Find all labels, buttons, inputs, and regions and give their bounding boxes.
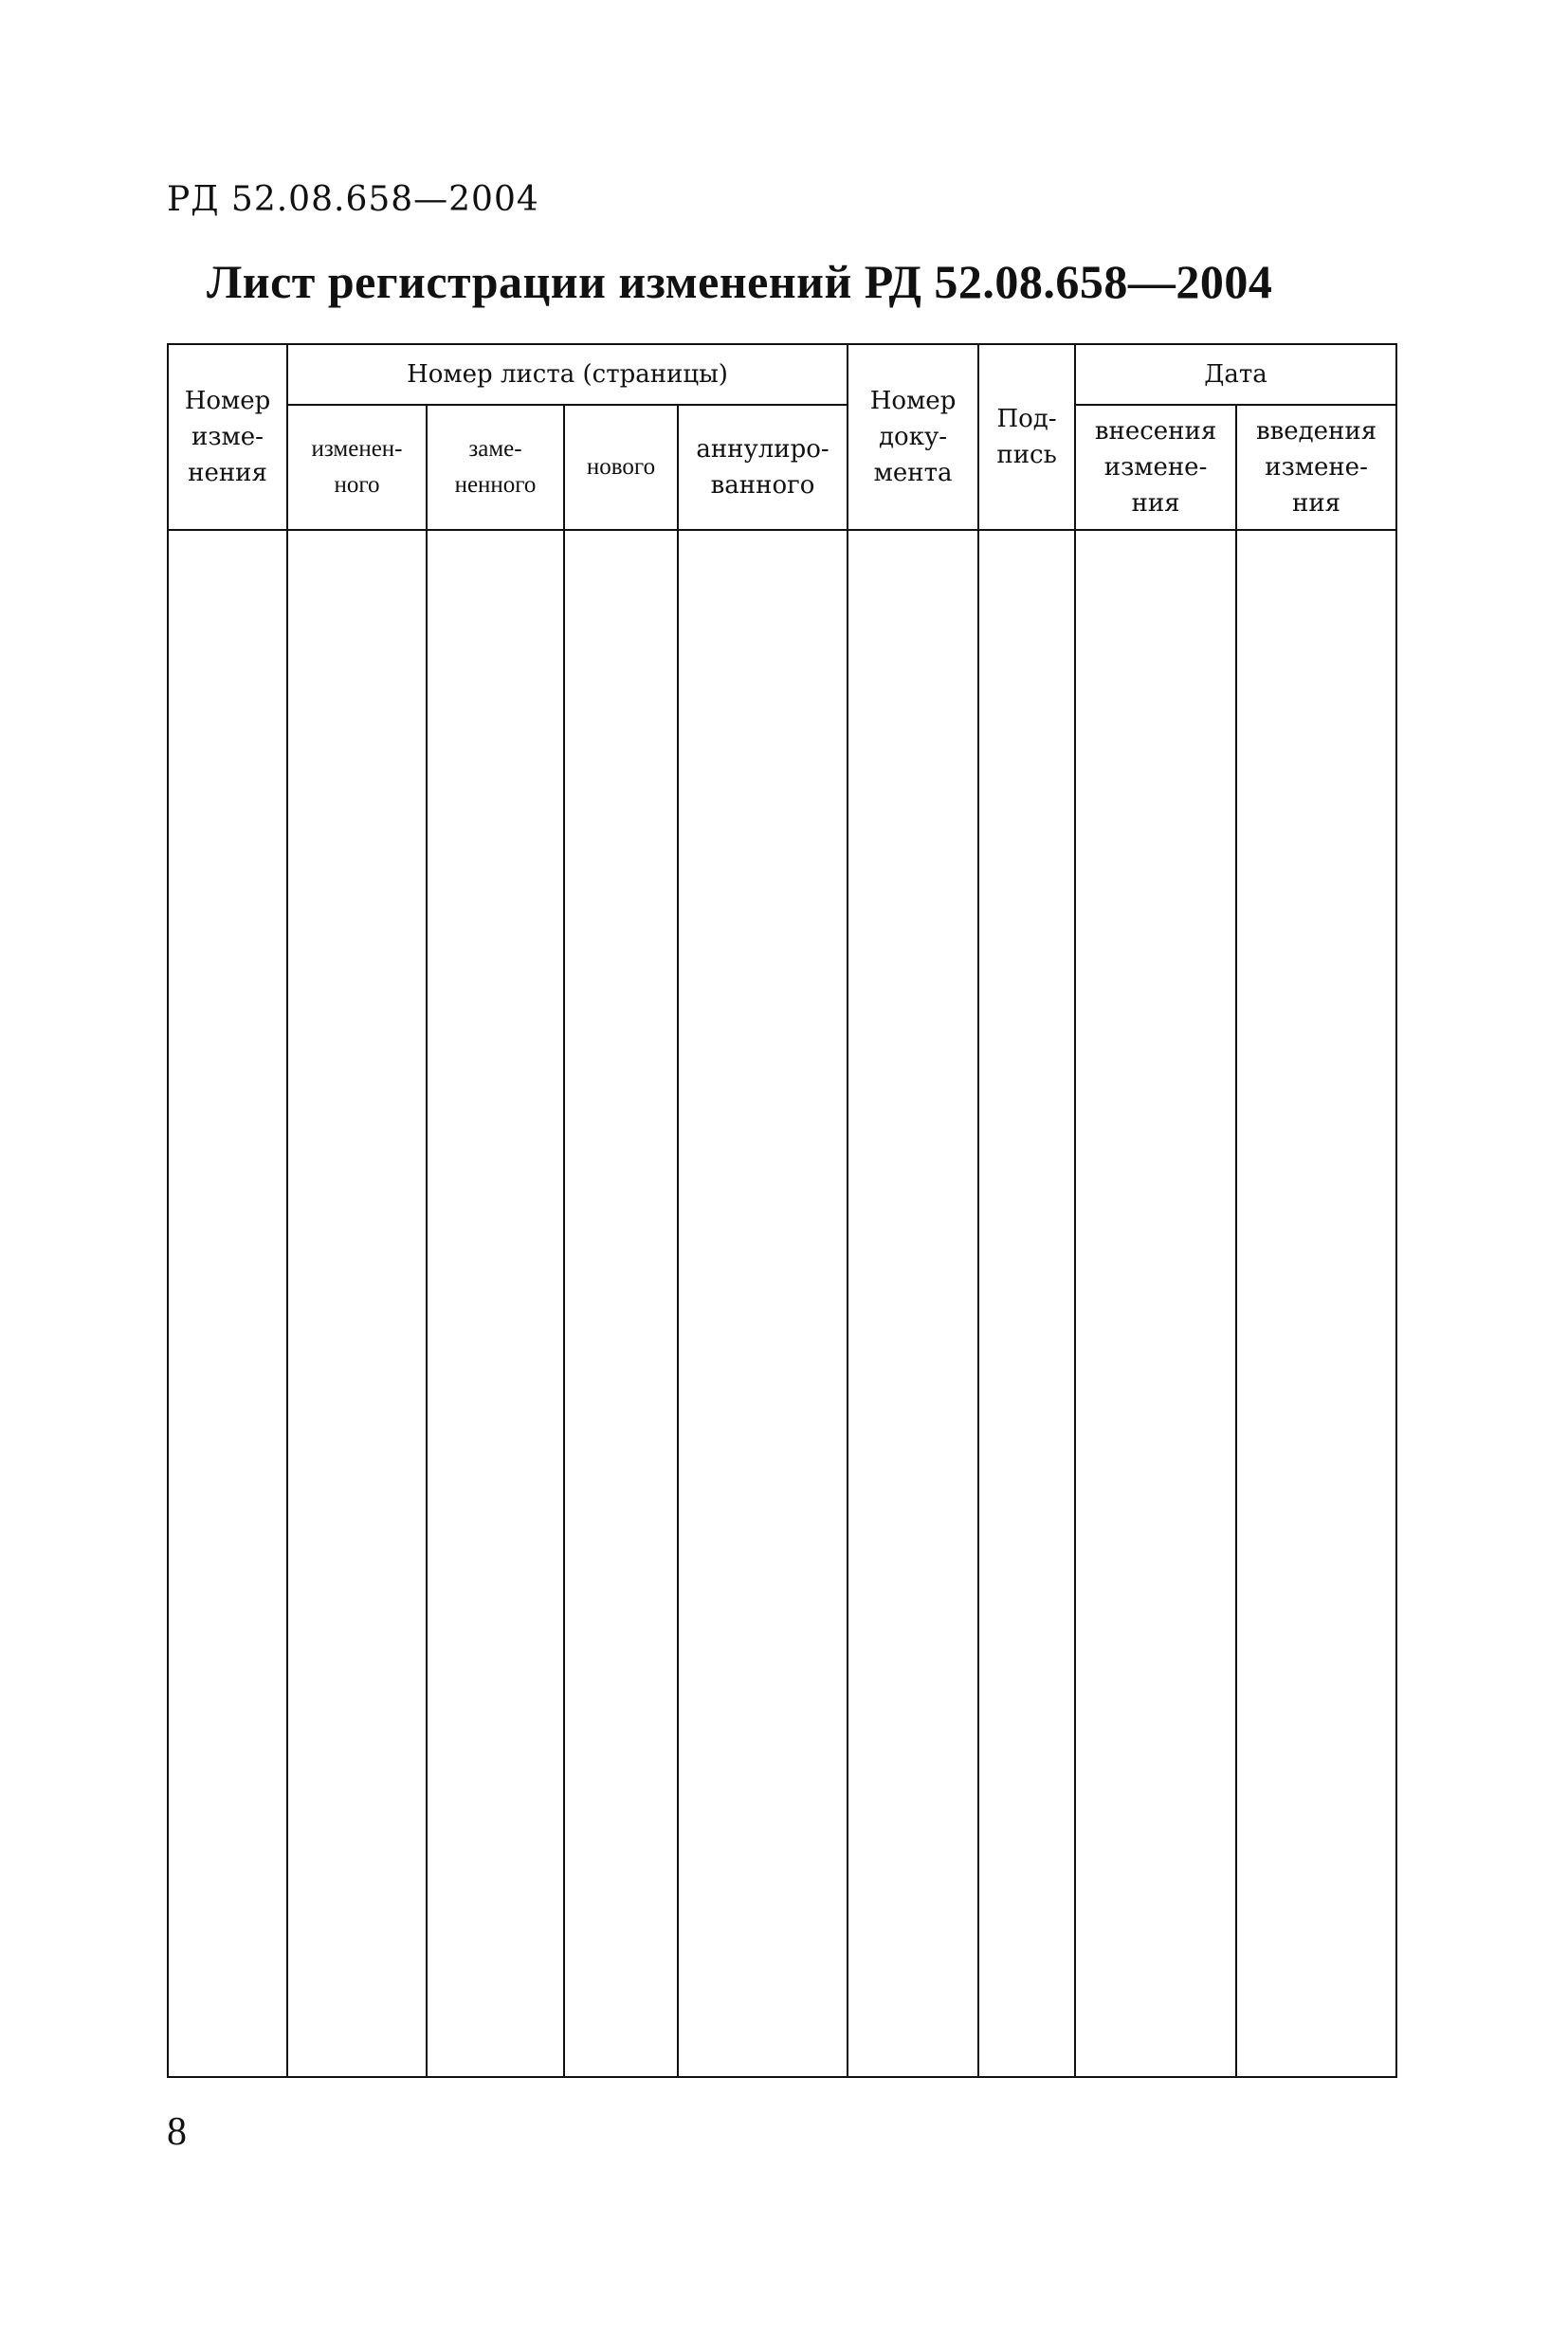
table-cell bbox=[564, 530, 678, 2077]
table-cell bbox=[678, 530, 848, 2077]
header-date-introduction: введения измене- ния bbox=[1236, 405, 1396, 530]
change-registration-table bbox=[167, 343, 1397, 2078]
header-replaced-sheet: заме- ненного bbox=[427, 405, 564, 530]
table-cell bbox=[1075, 530, 1236, 2077]
page-number: 8 bbox=[167, 2110, 187, 2154]
table-row bbox=[168, 530, 1396, 2077]
table-cell bbox=[427, 530, 564, 2077]
page-title: Лист регистрации изменений РД 52.08.658—2004 bbox=[207, 255, 1273, 308]
header-new-sheet: нового bbox=[564, 405, 678, 530]
header-annulled-sheet: аннулиро- ванного bbox=[678, 405, 848, 530]
header-changed-sheet: изменен- ного bbox=[287, 405, 427, 530]
table-cell bbox=[978, 530, 1075, 2077]
document-code-header: РД 52.08.658—2004 bbox=[167, 180, 539, 219]
header-signature: Под- пись bbox=[978, 344, 1075, 530]
table-cell bbox=[1236, 530, 1396, 2077]
table-cell bbox=[848, 530, 978, 2077]
header-document-number: Номер доку- мента bbox=[848, 344, 978, 530]
table-cell bbox=[168, 530, 287, 2077]
header-change-number: Номер изме- нения bbox=[168, 344, 287, 530]
header-sheet-number-group: Номер листа (страницы) bbox=[287, 344, 848, 405]
table-cell bbox=[287, 530, 427, 2077]
header-date-group: Дата bbox=[1075, 344, 1396, 405]
header-date-entry: внесения измене- ния bbox=[1075, 405, 1236, 530]
